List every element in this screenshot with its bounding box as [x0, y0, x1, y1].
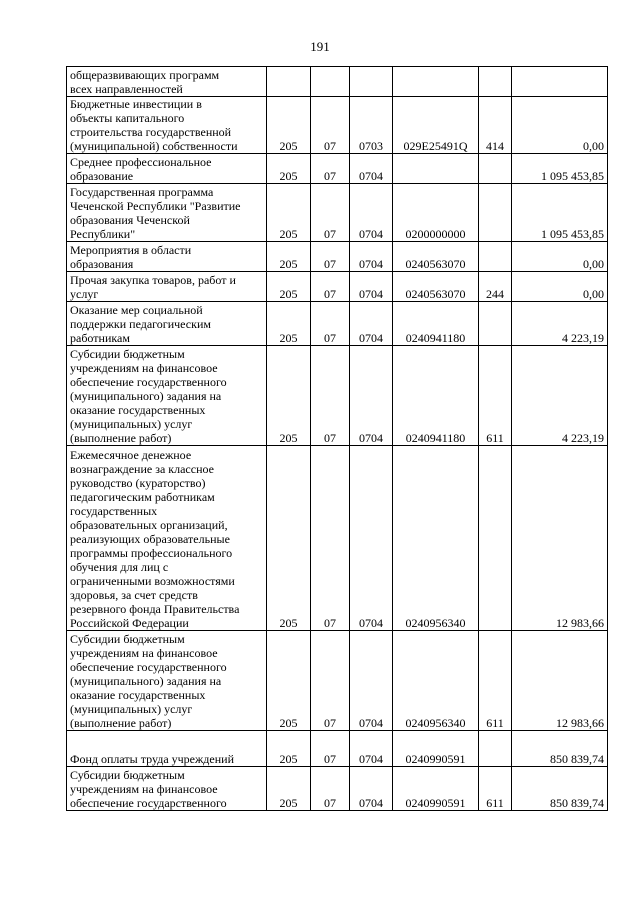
row-rz-cell: 07 — [311, 272, 350, 302]
row-gr-cell: 205 — [267, 302, 311, 346]
row-vr-cell — [479, 184, 512, 242]
row-name-cell: Бюджетные инвестиции в объекты капитального строительства государственной (муниципальной) собственности — [67, 97, 267, 154]
row-name-cell: Субсидии бюджетным учреждениям на финансовое обеспечение государственного — [67, 767, 267, 811]
table-row — [67, 67, 608, 97]
row-gr-cell: 205 — [267, 272, 311, 302]
row-name-cell: Субсидии бюджетным учреждениям на финансовое обеспечение государственного (муниципального) задания на оказание государственных (муниципальных) услуг (выполнение работ) — [67, 631, 267, 731]
row-rz-cell: 07 — [311, 154, 350, 184]
row-sum-cell: 12 983,66 — [512, 631, 608, 731]
row-pr-cell: 0704 — [350, 184, 393, 242]
table-row — [67, 272, 608, 302]
row-rz-cell: 07 — [311, 446, 350, 631]
row-gr-cell: 205 — [267, 154, 311, 184]
row-gr-cell: 205 — [267, 731, 311, 767]
row-csr-cell: 029E25491Q — [393, 97, 479, 154]
table-row — [67, 184, 608, 242]
budget-table — [66, 66, 608, 811]
row-pr-cell — [350, 67, 393, 97]
row-rz-cell: 07 — [311, 302, 350, 346]
row-rz-cell: 07 — [311, 767, 350, 811]
row-vr-cell: 414 — [479, 97, 512, 154]
row-name-cell: Государственная программа Чеченской Республики "Развитие образования Чеченской Республики" — [67, 184, 267, 242]
row-rz-cell — [311, 67, 350, 97]
row-gr-cell: 205 — [267, 97, 311, 154]
row-sum-cell — [512, 67, 608, 97]
table-row — [67, 631, 608, 731]
row-sum-cell: 0,00 — [512, 97, 608, 154]
row-pr-cell: 0704 — [350, 302, 393, 346]
row-rz-cell: 07 — [311, 731, 350, 767]
row-rz-cell: 07 — [311, 631, 350, 731]
row-csr-cell: 0240941180 — [393, 346, 479, 446]
row-vr-cell — [479, 731, 512, 767]
row-pr-cell: 0704 — [350, 767, 393, 811]
row-name-cell: Мероприятия в области образования — [67, 242, 267, 272]
row-gr-cell: 205 — [267, 346, 311, 446]
row-pr-cell: 0704 — [350, 446, 393, 631]
row-gr-cell: 205 — [267, 184, 311, 242]
row-csr-cell: 0240563070 — [393, 272, 479, 302]
row-name-cell: Среднее профессиональное образование — [67, 154, 267, 184]
row-pr-cell: 0704 — [350, 154, 393, 184]
row-sum-cell: 4 223,19 — [512, 302, 608, 346]
row-name-cell: Фонд оплаты труда учреждений — [67, 731, 267, 767]
table-row — [67, 97, 608, 154]
row-csr-cell — [393, 154, 479, 184]
row-vr-cell: 611 — [479, 631, 512, 731]
row-rz-cell: 07 — [311, 184, 350, 242]
row-name-cell: Субсидии бюджетным учреждениям на финансовое обеспечение государственного (муниципального) задания на оказание государственных (муниципальных) услуг (выполнение работ) — [67, 346, 267, 446]
row-csr-cell: 0240941180 — [393, 302, 479, 346]
row-gr-cell: 205 — [267, 631, 311, 731]
table-row — [67, 446, 608, 631]
table-row — [67, 767, 608, 811]
row-sum-cell: 12 983,66 — [512, 446, 608, 631]
row-gr-cell: 205 — [267, 242, 311, 272]
row-name-cell: Прочая закупка товаров, работ и услуг — [67, 272, 267, 302]
table-row — [67, 346, 608, 446]
row-vr-cell — [479, 446, 512, 631]
row-gr-cell: 205 — [267, 767, 311, 811]
row-sum-cell: 1 095 453,85 — [512, 184, 608, 242]
table-row — [67, 731, 608, 767]
row-vr-cell — [479, 302, 512, 346]
row-gr-cell — [267, 67, 311, 97]
row-pr-cell: 0704 — [350, 272, 393, 302]
row-pr-cell: 0704 — [350, 242, 393, 272]
row-name-cell: Оказание мер социальной поддержки педагогическим работникам — [67, 302, 267, 346]
row-sum-cell: 850 839,74 — [512, 767, 608, 811]
row-csr-cell — [393, 67, 479, 97]
row-pr-cell: 0704 — [350, 631, 393, 731]
row-pr-cell: 0704 — [350, 346, 393, 446]
row-sum-cell: 1 095 453,85 — [512, 154, 608, 184]
table-row — [67, 154, 608, 184]
row-csr-cell: 0240990591 — [393, 767, 479, 811]
table-row — [67, 242, 608, 272]
row-csr-cell: 0240563070 — [393, 242, 479, 272]
row-csr-cell: 0200000000 — [393, 184, 479, 242]
row-sum-cell: 0,00 — [512, 242, 608, 272]
row-rz-cell: 07 — [311, 346, 350, 446]
row-pr-cell: 0704 — [350, 731, 393, 767]
row-csr-cell: 0240990591 — [393, 731, 479, 767]
row-vr-cell: 611 — [479, 346, 512, 446]
row-vr-cell — [479, 67, 512, 97]
row-csr-cell: 0240956340 — [393, 446, 479, 631]
row-name-cell: Ежемесячное денежное вознаграждение за классное руководство (кураторство) педагогическим работникам государственных образовательных организаций, реализующих образовательные программы профессионального обучения для лиц с ограниченными возможностями здоровья, за счет средств резервного фонда Правительства Российской Федерации — [67, 446, 267, 631]
row-sum-cell: 0,00 — [512, 272, 608, 302]
row-name-cell: общеразвивающих программ всех направленностей — [67, 67, 267, 97]
row-vr-cell — [479, 154, 512, 184]
table-row — [67, 302, 608, 346]
page-number: 191 — [310, 39, 330, 54]
row-vr-cell — [479, 242, 512, 272]
row-pr-cell: 0703 — [350, 97, 393, 154]
row-sum-cell: 850 839,74 — [512, 731, 608, 767]
row-rz-cell: 07 — [311, 97, 350, 154]
row-gr-cell: 205 — [267, 446, 311, 631]
row-csr-cell: 0240956340 — [393, 631, 479, 731]
row-rz-cell: 07 — [311, 242, 350, 272]
row-vr-cell: 244 — [479, 272, 512, 302]
row-sum-cell: 4 223,19 — [512, 346, 608, 446]
row-vr-cell: 611 — [479, 767, 512, 811]
